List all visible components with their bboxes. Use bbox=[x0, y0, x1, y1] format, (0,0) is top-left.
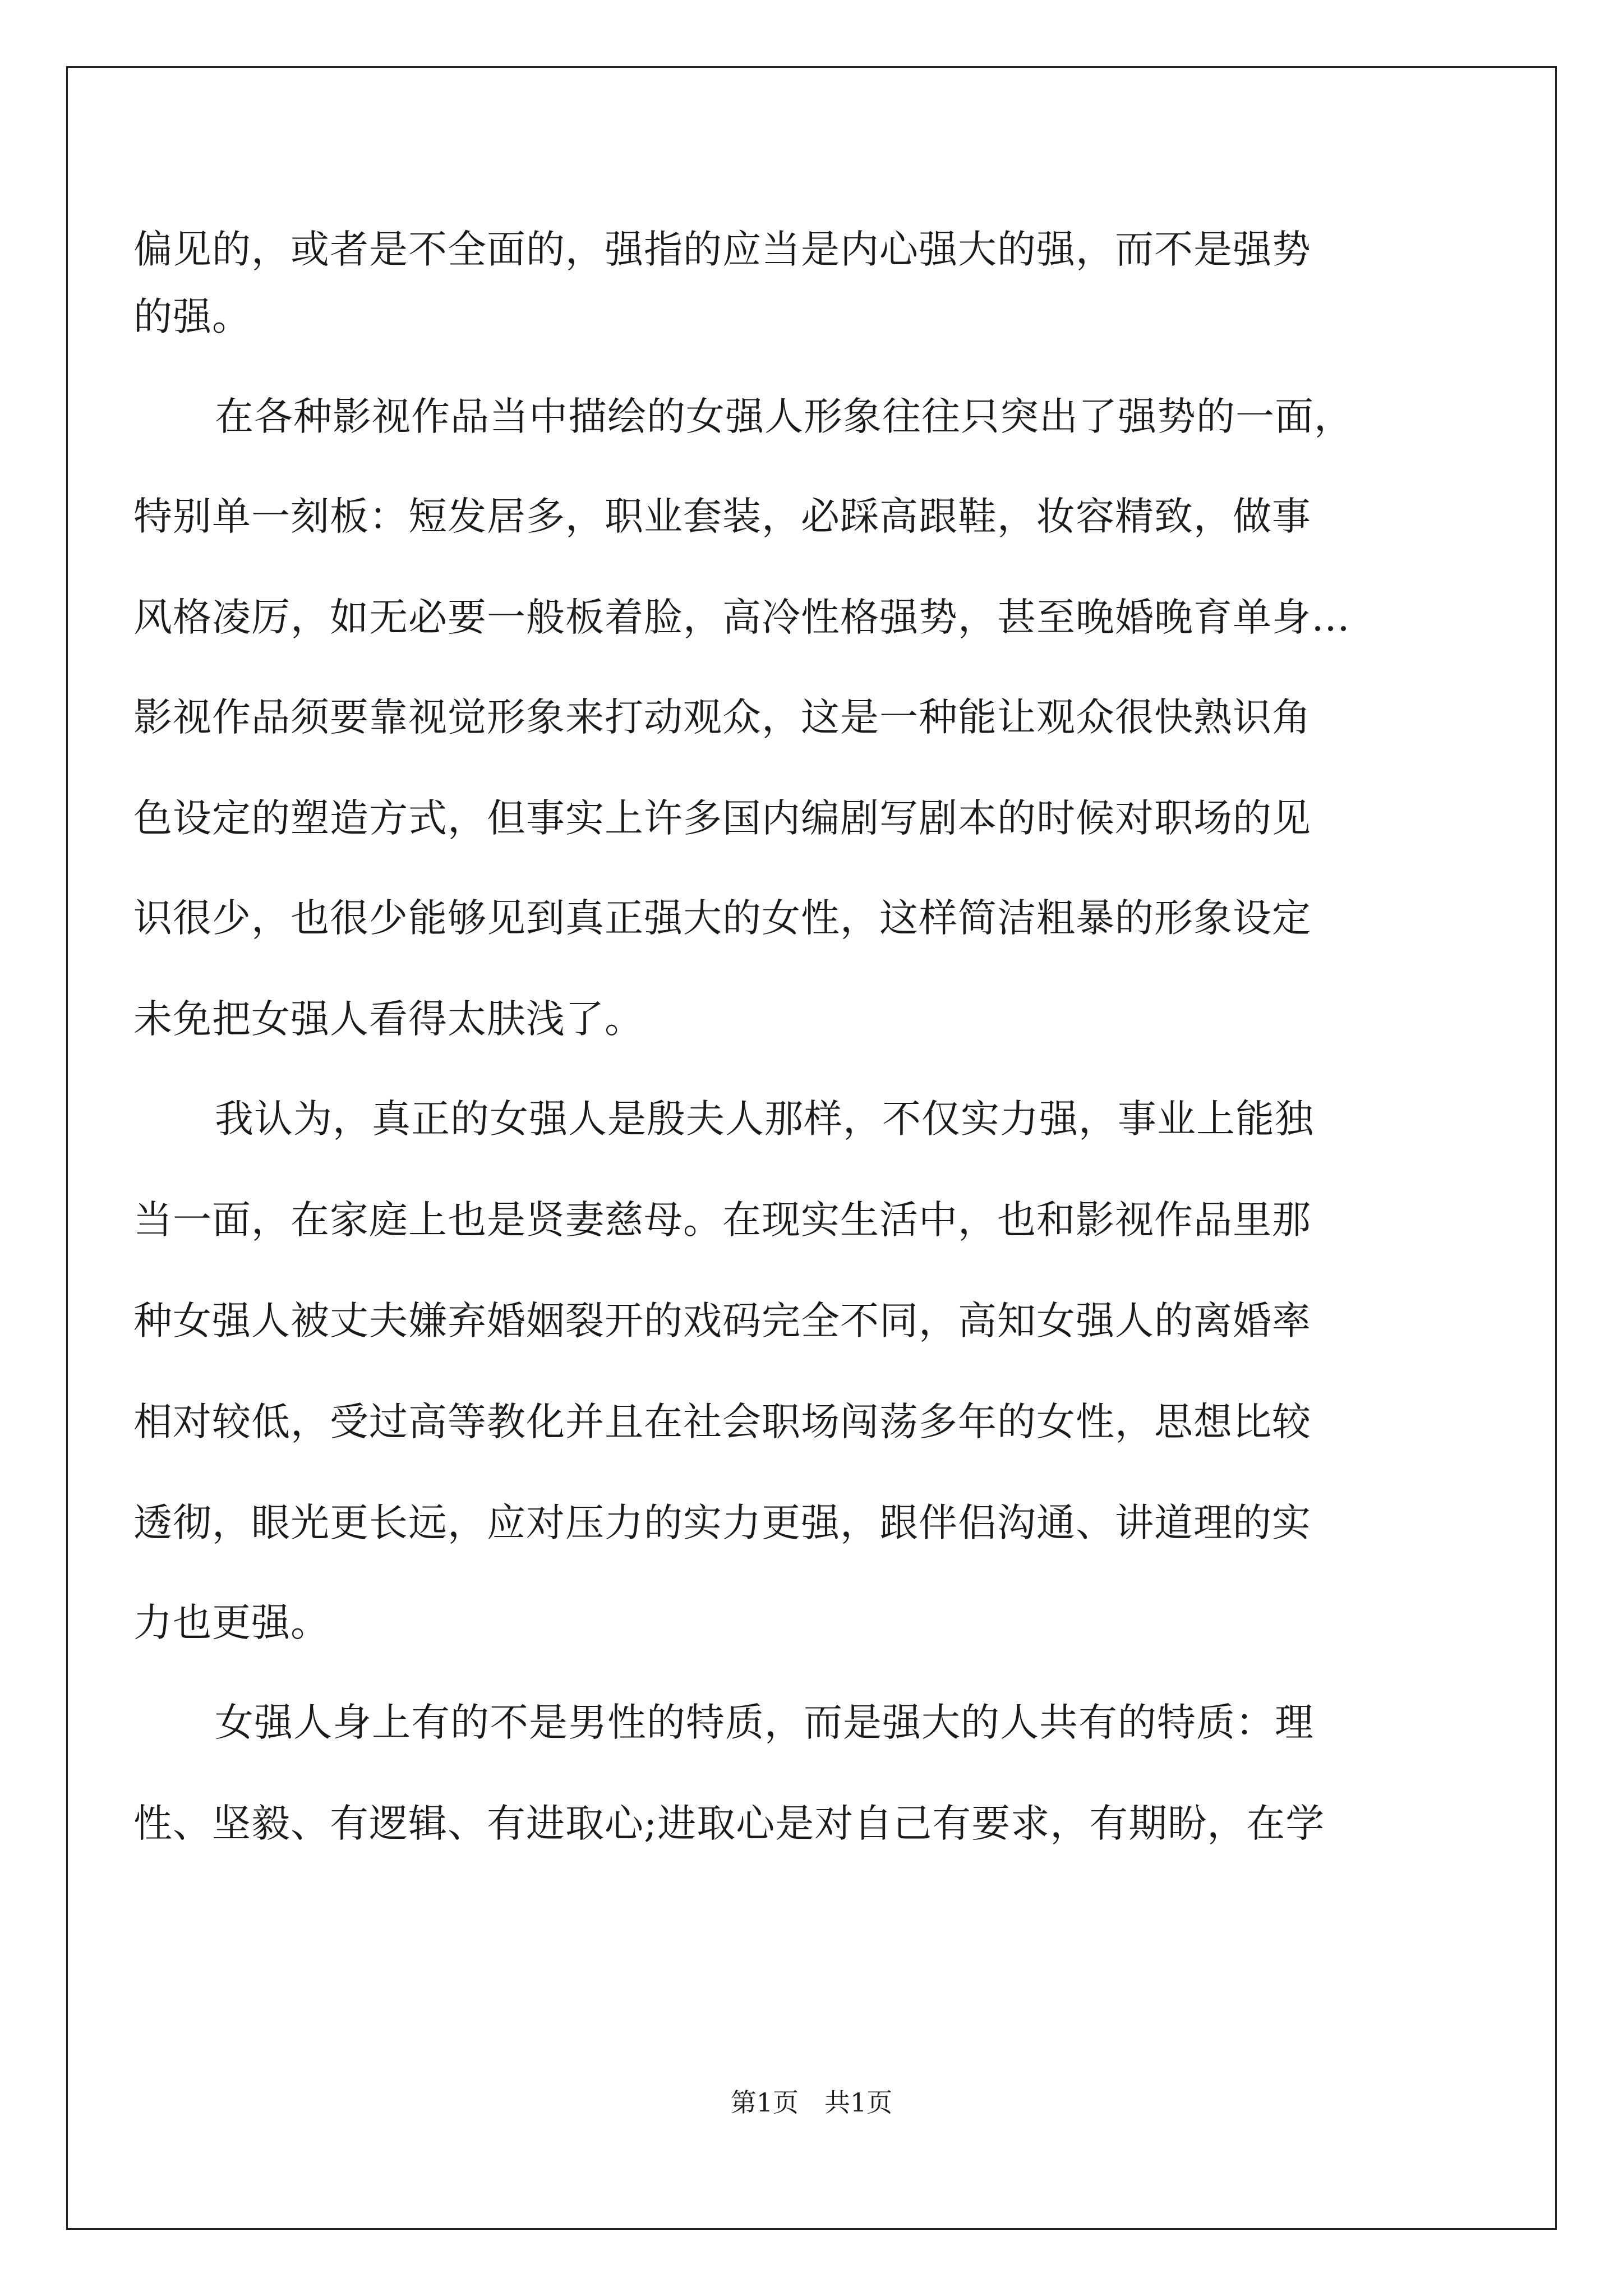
text-line: 相对较低，受过高等教化并且在社会职场闯荡多年的女性，思想比较 bbox=[133, 1400, 1311, 1444]
text-line: 力也更强。 bbox=[133, 1600, 330, 1645]
paragraph-start-line: 我认为，真正的女强人是殷夫人那样，不仅实力强，事业上能独 bbox=[215, 1097, 1314, 1142]
text-line: 特别单一刻板：短发居多，职业套装，必踩高跟鞋，妆容精致，做事 bbox=[133, 494, 1311, 539]
page-footer: 第1页 共1页 bbox=[730, 2087, 893, 2118]
text-line: 影视作品须要靠视觉形象来打动观众，这是一种能让观众很快熟识角 bbox=[133, 695, 1311, 740]
text-line: 偏见的，或者是不全面的，强指的应当是内心强大的强，而不是强势 bbox=[133, 227, 1311, 272]
text-line: 未免把女强人看得太肤浅了。 bbox=[133, 997, 644, 1042]
text-line: 种女强人被丈夫嫌弃婚姻裂开的戏码完全不同，高知女强人的离婚率 bbox=[133, 1299, 1311, 1343]
text-line: 性、坚毅、有逻辑、有进取心;进取心是对自己有要求，有期盼，在学 bbox=[133, 1801, 1325, 1846]
paragraph-start-line: 女强人身上有的不是男性的特质，而是强大的人共有的特质：理 bbox=[215, 1700, 1314, 1745]
text-line: 风格凌厉，如无必要一般板着脸，高冷性格强势，甚至晚婚晚育单身… bbox=[133, 595, 1350, 640]
text-line: 透彻，眼光更长远，应对压力的实力更强，跟伴侣沟通、讲道理的实 bbox=[133, 1501, 1311, 1545]
text-line: 当一面，在家庭上也是贤妻慈母。在现实生活中，也和影视作品里那 bbox=[133, 1198, 1311, 1243]
text-line: 色设定的塑造方式，但事实上许多国内编剧写剧本的时候对职场的见 bbox=[133, 796, 1311, 841]
text-line: 识很少，也很少能够见到真正强大的女性，这样简洁粗暴的形象设定 bbox=[133, 896, 1311, 941]
paragraph-start-line: 在各种影视作品当中描绘的女强人形象往往只突出了强势的一面， bbox=[215, 394, 1353, 439]
text-line: 的强。 bbox=[133, 295, 251, 339]
